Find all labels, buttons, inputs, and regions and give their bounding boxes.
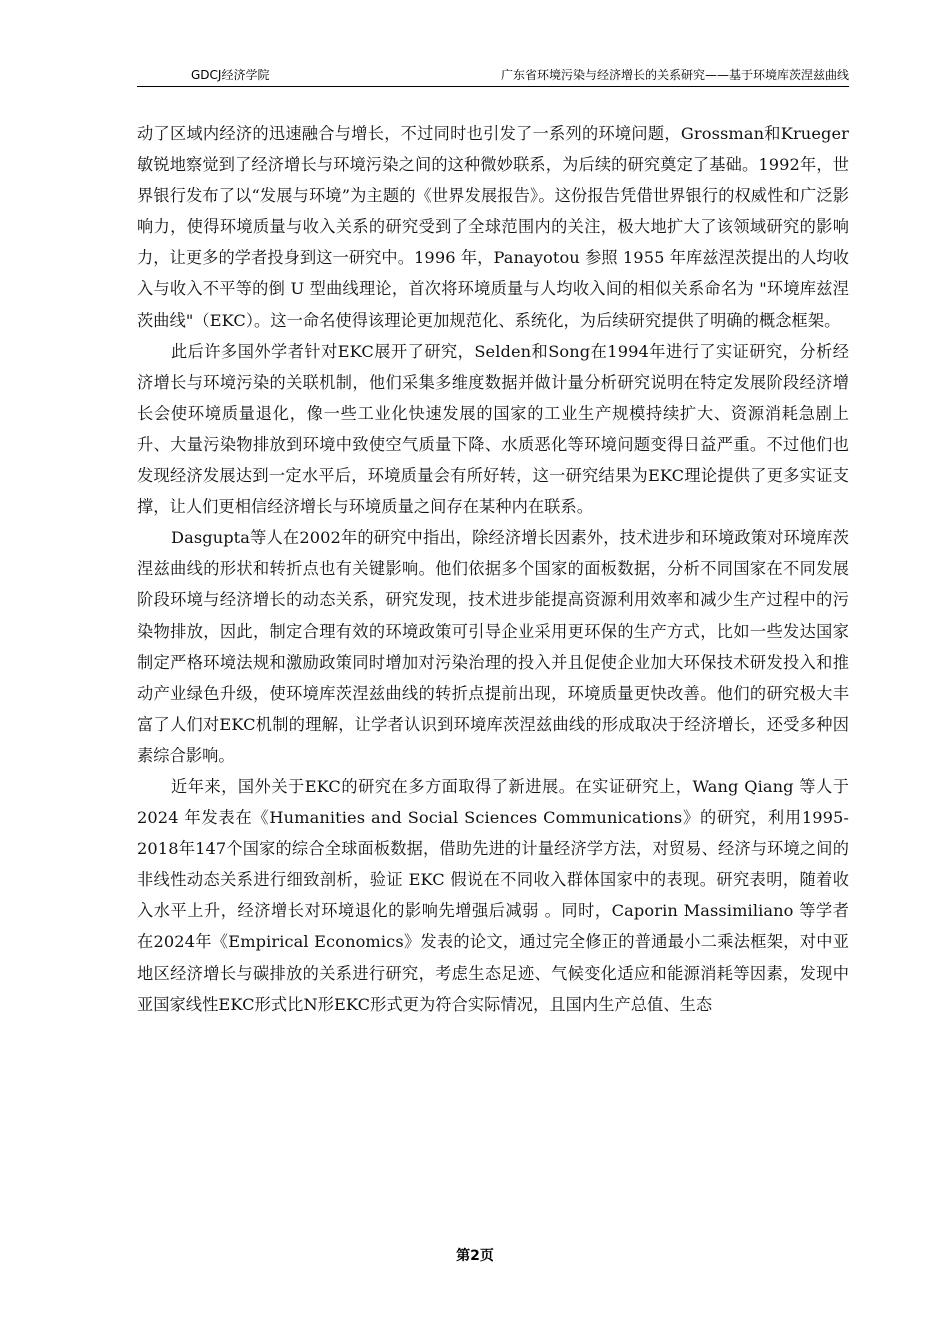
page-number: 第2页 (456, 1248, 494, 1264)
body-text (137, 118, 849, 1020)
header-paper-title: 广东省环境污染与经济增长的关系研究——基于环境库茨涅兹曲线 (500, 68, 849, 82)
paragraph-4: 近年来，国外关于EKC的研究在多方面取得了新进展。在实证研究上，Wang Qiang 等人于 2024 年发表在《Humanities and Social Sciences Communications》的研究，利用1995-2018年147个国家的综合全球面板数据，借助先进的计量经济学方法，对贸易、经济与环境之间的非线性动态关系进行细致剖析，验证 EKC 假说在不同收入群体国家中的表现。研究表明，随着收入水平上升，经济增长对环境退化的影响先增强后减弱 。同时，Caporin Massimiliano 等学者在2024年《Empirical Economics》发表的论文，通过完全修正的普通最小二乘法框架，对中亚地区经济增长与碳排放的关系进行研究，考虑生态足迹、气候变化适应和能源消耗等因素，发现中亚国家线性EKC形式比N形EKC形式更为符合实际情况，且国内生产总值、生态 (137, 776, 849, 1014)
paragraph-1: 动了区域内经济的迅速融合与增长，不过同时也引发了一系列的环境问题，Grossman和Krueger敏锐地察觉到了经济增长与环境污染之间的这种微妙联系，为后续的研究奠定了基础。1992年，世界银行发布了以“发展与环境”为主题的《世界发展报告》。这份报告凭借世界银行的权威性和广泛影响力，使得环境质量与收入关系的研究受到了全球范围内的关注，极大地扩大了该领域研究的影响力，让更多的学者投身到这一研究中。1996 年，Panayotou 参照 1955 年库兹涅茨提出的人均收入与收入不平等的倒 U 型曲线理论，首次将环境质量与人均收入间的相似关系命名为 "环境库兹涅茨曲线"（EKC）。这一命名使得该理论更加规范化、系统化，为后续研究提供了明确的概念框架。 (137, 124, 849, 330)
paragraph-3: Dasgupta等人在2002年的研究中指出，除经济增长因素外，技术进步和环境政策对环境库茨涅兹曲线的形状和转折点也有关键影响。他们依据多个国家的面板数据，分析不同国家在不同发展阶段环境与经济增长的动态关系，研究发现，技术进步能提高资源利用效率和减少生产过程中的污染物排放，因此，制定合理有效的环境政策可引导企业采用更环保的生产方式，比如一些发达国家制定严格环境法规和激励政策同时增加对污染治理的投入并且促使企业加大环保技术研发投入和推动产业绿色升级，使环境库茨涅兹曲线的转折点提前出现，环境质量更快改善。他们的研究极大丰富了人们对EKC机制的理解，让学者认识到环境库茨涅兹曲线的形成取决于经济增长，还受多种因素综合影响。 (137, 528, 849, 765)
header-institution: GDCJ经济学院 (191, 68, 270, 82)
paragraph-2: 此后许多国外学者针对EKC展开了研究，Selden和Song在1994年进行了实证研究，分析经济增长与环境污染的关联机制，他们采集多维度数据并做计量分析研究说明在特定发展阶段经济增长会使环境质量退化，像一些工业化快速发展的国家的工业生产规模持续扩大、资源消耗急剧上升、大量污染物排放到环境中致使空气质量下降、水质恶化等环境问题变得日益严重。不过他们也发现经济发展达到一定水平后，环境质量会有所好转，这一研究结果为EKC理论提供了更多实证支撑，让人们更相信经济增长与环境质量之间存在某种内在联系。 (137, 341, 849, 517)
page-header (137, 64, 849, 87)
